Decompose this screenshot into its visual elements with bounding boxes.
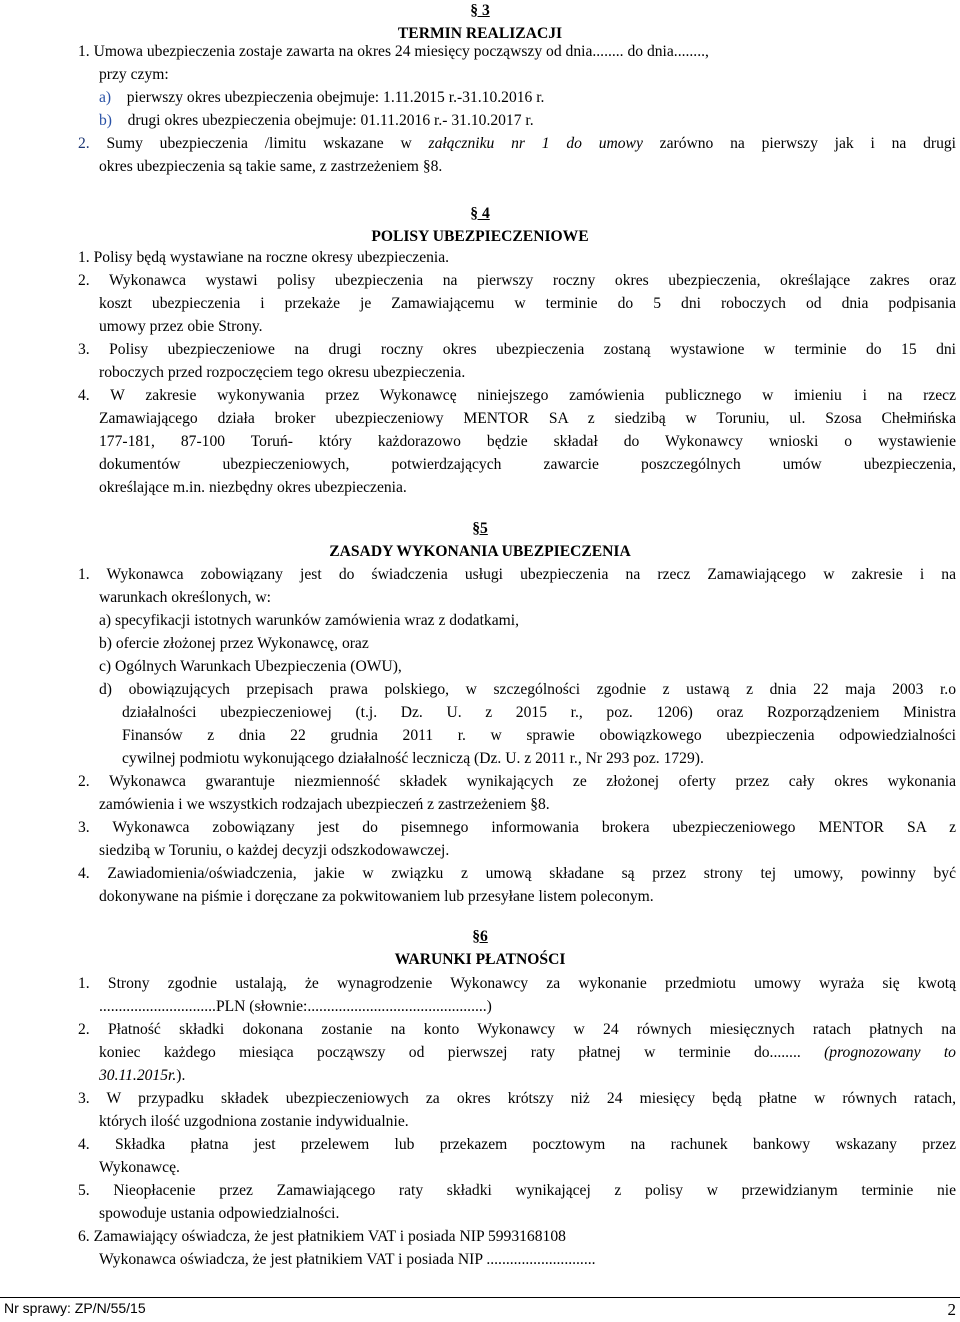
s3-p2-text-b: zarówno na pierwszy jak i na drugi — [659, 135, 957, 152]
s6-p6-line1: 6. Zamawiający oświadcza, że jest płatnikiem VAT i posiada NIP 5993168108 — [78, 1228, 566, 1245]
footer-case-number: Nr sprawy: ZP/N/55/15 — [4, 1300, 146, 1316]
s3-item-a-mark: a) — [99, 89, 112, 106]
s5-p4-line2: dokonywane na piśmie i doręczane za pokwitowaniem lub przesyłane listem poleconym. — [99, 888, 654, 905]
s5-p2-line2: zamówienia i we wszystkich rodzajach ubezpieczeń z zastrzeżeniem §8. — [99, 796, 550, 813]
s6-p1-line1: 1. Strony zgodnie ustalają, że wynagrodzenie Wykonawcy za wykonanie przedmiotu umowy wyraża się kwotą — [78, 975, 956, 992]
s3-p2-text-a: Sumy ubezpieczenia /limitu wskazane w — [106, 135, 412, 152]
s4-p2-line2: koszt ubezpieczenia i przekaże je Zamawiającemu w terminie do 5 dni roboczych od dnia podpisania — [99, 295, 956, 312]
s6-p1-line2: ..............................PLN (słownie:..............................................) — [99, 998, 492, 1015]
s3-item-b — [99, 110, 534, 133]
footer-page-number: 2 — [947, 1300, 956, 1319]
s5-item-d-line3: Finansów z dnia 22 grudnia 2011 r. w sprawie obowiązkowego ubezpieczenia odpowiedzialności — [122, 727, 956, 744]
section-6-number: §6 — [472, 928, 488, 945]
s5-p4-line1: 4. Zawiadomienia/oświadczenia, jakie w związku z umową składane są przez strony tej umowy, powinny być — [78, 865, 956, 882]
s5-item-a: a) specyfikacji istotnych warunków zamówienia wraz z dodatkami, — [99, 612, 520, 629]
s6-p2-line2-text: koniec każdego miesiąca począwszy od pierwszej raty płatnej w terminie do........ — [99, 1044, 801, 1061]
s6-p2-line2-italic: (prognozowany to — [824, 1044, 956, 1061]
section-3-number: § 3 — [470, 2, 490, 19]
s3-p2-num: 2. — [78, 135, 90, 152]
section-5-number: §5 — [472, 520, 488, 537]
s6-p2-line2 — [99, 1042, 956, 1065]
s6-p6-line2: Wykonawca oświadcza, że jest płatnikiem VAT i posiada NIP ............................ — [99, 1251, 596, 1268]
s5-item-d-line2: działalności ubezpieczeniowej (t.j. Dz. U. z 2015 r., poz. 1206) oraz Rozporządzeniem Ministra — [122, 704, 956, 721]
s6-p2-line3 — [99, 1065, 185, 1088]
section-4-number: § 4 — [470, 205, 490, 222]
s6-p4-line1: 4. Składka płatna jest przelewem lub przekazem pocztowym na rachunek bankowy wskazany przez — [78, 1136, 956, 1153]
s6-p2-line1: 2. Płatność składki dokonana zostanie na konto Wykonawcy w 24 równych miesięcznych ratach płatnych na — [78, 1021, 956, 1038]
s3-p2-line2: okres ubezpieczenia są takie same, z zastrzeżeniem §8. — [99, 158, 443, 175]
s5-item-b: b) ofercie złożonej przez Wykonawcę, oraz — [99, 635, 369, 652]
s6-p3-line1: 3. W przypadku składek ubezpieczeniowych za okres krótszy niż 24 miesięcy będą płatne w równych ratach, — [78, 1090, 956, 1107]
s4-p4-line2: Zamawiającego działa broker ubezpieczeniowy MENTOR SA z siedzibą w Toruniu, ul. Szosa Chełmińska — [99, 410, 956, 427]
section-5-title: ZASADY WYKONANIA UBEZPIECZENIA — [329, 542, 631, 560]
s3-p1b: przy czym: — [99, 66, 169, 83]
section-5-heading — [0, 518, 960, 563]
s5-p1-line2: warunkach określonych, w: — [99, 589, 271, 606]
s3-item-a-text: pierwszy okres ubezpieczenia obejmuje: 1.11.2015 r.-31.10.2016 r. — [126, 89, 545, 106]
s4-p3-line1: 3. Polisy ubezpieczeniowe na drugi roczny okres ubezpieczenia zostaną wystawione w terminie do 15 dni — [78, 341, 956, 358]
s6-p5-line1: 5. Nieopłacenie przez Zamawiającego raty składki wynikającej z polisy w przewidzianym terminie nie — [78, 1182, 956, 1199]
s5-item-d-line4: cywilnej podmiotu wykonującego działalność leczniczą (Dz. U. z 2011 r., Nr 293 poz. 1729). — [122, 750, 704, 767]
section-3-heading — [0, 0, 960, 45]
s4-p3-line2: roboczych przed rozpoczęciem tego okresu ubezpieczenia. — [99, 364, 466, 381]
s6-p4-line2: Wykonawcę. — [99, 1159, 180, 1176]
section-4-heading — [0, 203, 960, 248]
s6-p5-line2: spowoduje ustania odpowiedzialności. — [99, 1205, 340, 1222]
s4-p4-line5: określające m.in. niezbędny okres ubezpieczenia. — [99, 479, 407, 496]
s3-item-a — [99, 87, 544, 110]
s5-p2-line1: 2. Wykonawca gwarantuje niezmienność składek wynikających ze złożonej oferty przez cały okres wykonania — [78, 773, 956, 790]
s6-p2-line3-italic: 30.11.2015r. — [99, 1067, 177, 1084]
section-6-heading — [0, 926, 960, 971]
s5-item-c: c) Ogólnych Warunkach Ubezpieczenia (OWU), — [99, 658, 402, 675]
s4-p4-line3: 177-181, 87-100 Toruń- który każdorazowo będzie składał do Wykonawcy wnioski o wystawienie — [99, 433, 956, 450]
s3-p2-line1 — [78, 133, 956, 156]
s3-p2-italic: załączniku nr 1 do umowy — [428, 135, 643, 152]
s5-p1-line1: 1. Wykonawca zobowiązany jest do świadczenia usługi ubezpieczenia na rzecz Zamawiającego w zakresie i na — [78, 566, 956, 583]
section-6-title: WARUNKI PŁATNOŚCI — [394, 950, 566, 968]
section-4-title: POLISY UBEZPIECZENIOWE — [371, 227, 589, 245]
s4-p2-line3: umowy przez obie Strony. — [99, 318, 263, 335]
s3-item-b-mark: b) — [99, 112, 112, 129]
s3-p1: 1. Umowa ubezpieczenia zostaje zawarta na okres 24 miesięcy począwszy od dnia........ do dnia........, — [78, 43, 709, 60]
s4-p1: 1. Polisy będą wystawiane na roczne okresy ubezpieczenia. — [78, 249, 450, 266]
s5-item-d-line1: d) obowiązujących przepisach prawa polskiego, w szczególności zgodnie z ustawą z dnia 22 maja 2003 r.o — [99, 681, 956, 698]
s4-p4-line4: dokumentów ubezpieczeniowych, potwierdzających zawarcie poszczególnych umów ubezpieczenia, — [99, 456, 956, 473]
s4-p2-line1: 2. Wykonawca wystawi polisy ubezpieczenia na pierwszy roczny okres ubezpieczenia, określające zakres oraz — [78, 272, 956, 289]
s6-p3-line2: których ilość uzgodniona zostanie indywidualnie. — [99, 1113, 409, 1130]
s3-item-b-text: drugi okres ubezpieczenia obejmuje: 01.11.2016 r.- 31.10.2017 r. — [127, 112, 534, 129]
s5-p3-line1: 3. Wykonawca zobowiązany jest do pisemnego informowania brokera ubezpieczeniowego MENTOR SA z — [78, 819, 956, 836]
section-3-title: TERMIN REALIZACJI — [397, 24, 563, 42]
s6-p2-line3-end: ). — [176, 1067, 186, 1084]
s4-p4-line1: 4. W zakresie wykonywania przez Wykonawcę niniejszego zamówienia publicznego w imieniu i na rzecz — [78, 387, 956, 404]
s5-p3-line2: siedzibą w Toruniu, o każdej decyzji odszkodowawczej. — [99, 842, 450, 859]
